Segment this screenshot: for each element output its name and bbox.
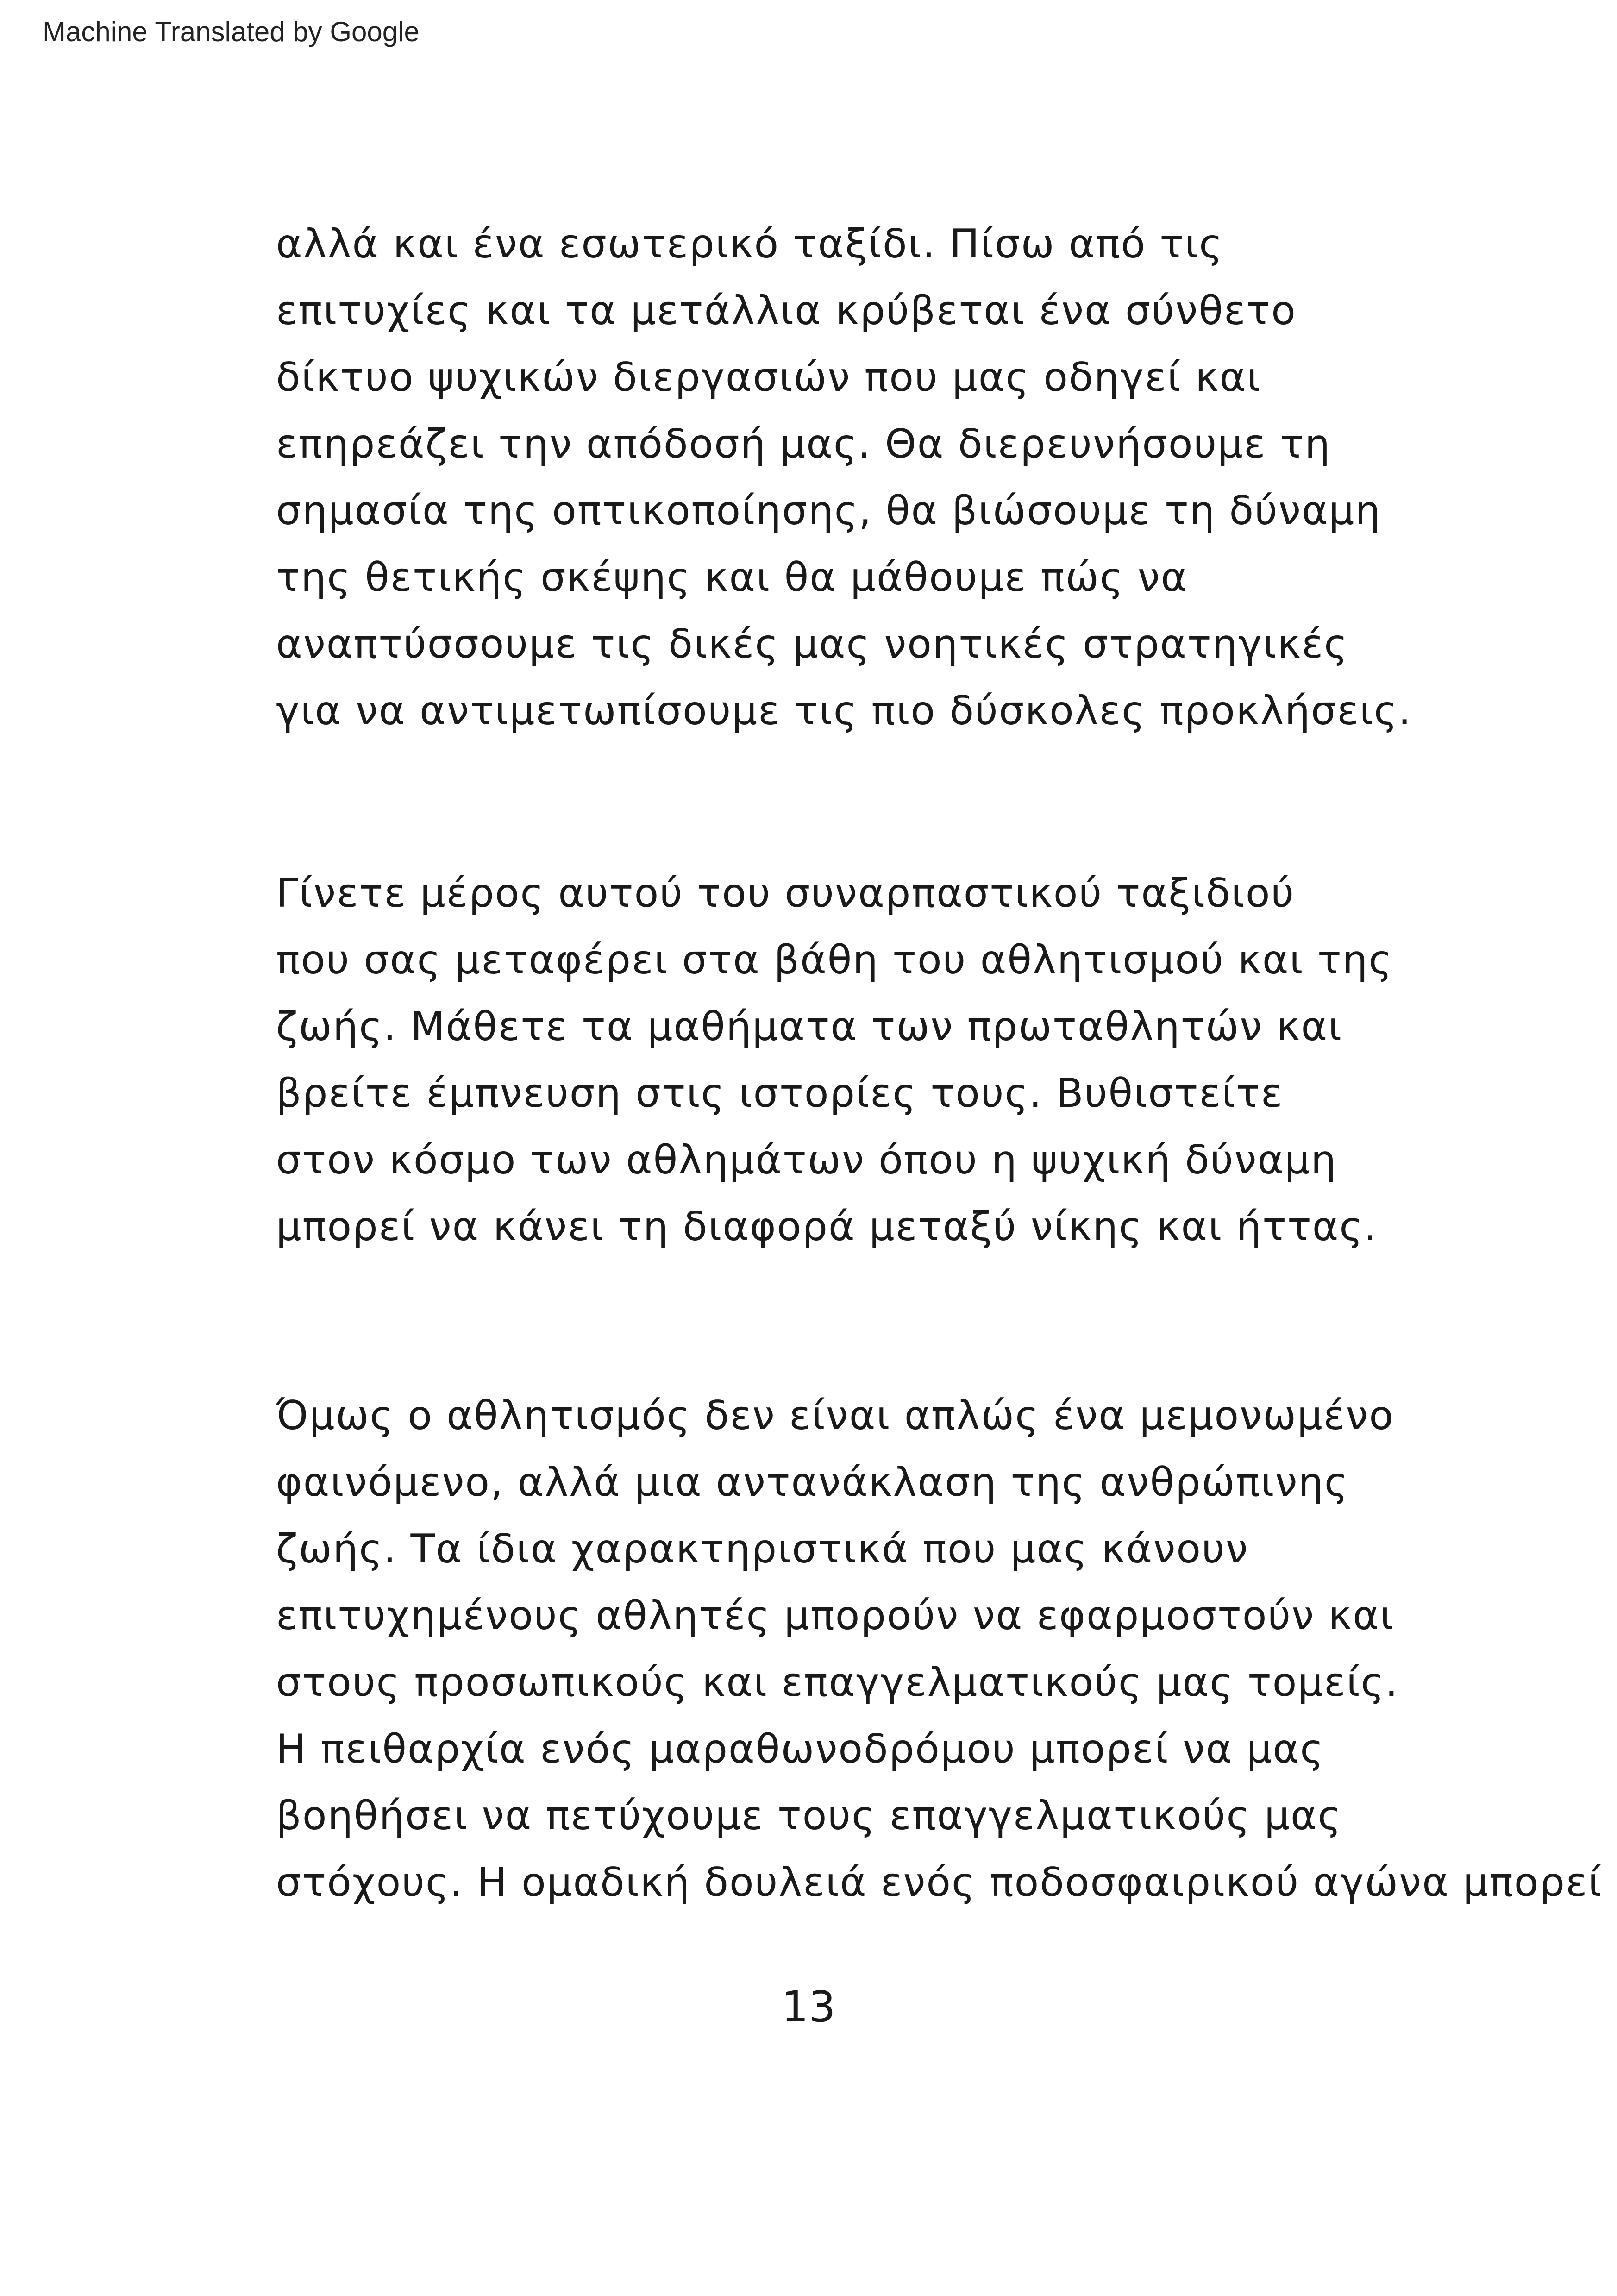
text-line: ζωής. Μάθετε τα μαθήματα των πρωταθλητών και	[276, 1004, 1343, 1050]
text-line: βοηθήσει να πετύχουμε τους επαγγελματικούς μας	[276, 1793, 1342, 1839]
translation-notice: Machine Translated by Google	[43, 16, 420, 47]
text-line: βρείτε έμπνευση στις ιστορίες τους. Βυθιστείτε	[276, 1070, 1284, 1117]
text-line: μπορεί να κάνει τη διαφορά μεταξύ νίκης και ήττας.	[276, 1204, 1378, 1250]
paragraph-2	[276, 860, 1573, 1260]
page-number: 13	[781, 1982, 836, 2032]
text-line: Η πειθαρχία ενός μαραθωνοδρόμου μπορεί να μας	[276, 1726, 1324, 1772]
paragraph-3	[276, 1382, 1603, 1916]
text-line: για να αντιμετωπίσουμε τις πιο δύσκολες προκλήσεις.	[276, 688, 1412, 734]
text-line: της θετικής σκέψης και θα μάθουμε πώς να	[276, 554, 1188, 601]
text-line: επιτυχημένους αθλητές μπορούν να εφαρμοστούν και	[276, 1593, 1395, 1639]
text-line: ζωής. Τα ίδια χαρακτηριστικά που μας κάνουν	[276, 1526, 1249, 1572]
text-line: αλλά και ένα εσωτερικό ταξίδι. Πίσω από τις	[276, 221, 1223, 267]
text-line: επιτυχίες και τα μετάλλια κρύβεται ένα σύνθετο	[276, 288, 1297, 334]
text-line: που σας μεταφέρει στα βάθη του αθλητισμού και της	[276, 937, 1393, 983]
text-line: δίκτυο ψυχικών διεργασιών που μας οδηγεί και	[276, 354, 1261, 401]
text-line: Γίνετε μέρος αυτού του συναρπαστικού ταξιδιού	[276, 870, 1295, 916]
text-line: επηρεάζει την απόδοσή μας. Θα διερευνήσουμε τη	[276, 421, 1331, 467]
text-line: στόχους. Η ομαδική δουλειά ενός ποδοσφαιρικού αγώνα μπορεί	[276, 1859, 1603, 1906]
text-line: αναπτύσσουμε τις δικές μας νοητικές στρατηγικές	[276, 621, 1348, 667]
text-line: φαινόμενο, αλλά μια αντανάκλαση της ανθρώπινης	[276, 1459, 1349, 1506]
text-line: Όμως ο αθλητισμός δεν είναι απλώς ένα μεμονωμένο	[276, 1393, 1395, 1439]
text-line: στον κόσμο των αθλημάτων όπου η ψυχική δύναμη	[276, 1137, 1337, 1183]
paragraph-1	[276, 211, 1573, 744]
text-line: στους προσωπικούς και επαγγελματικούς μας τομείς.	[276, 1659, 1399, 1706]
text-line: σημασία της οπτικοποίησης, θα βιώσουμε τη δύναμη	[276, 488, 1381, 534]
